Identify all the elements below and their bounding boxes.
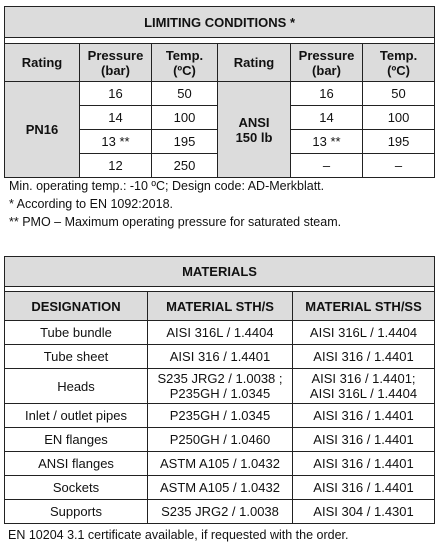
pressure-cell: 12 [80,154,152,178]
ansi-rating-label: ANSI 150 lb [218,82,291,178]
designation-cell: ANSI flanges [5,452,148,476]
table-row [5,321,435,345]
sthss-cell: AISI 316 / 1.4401 [293,452,435,476]
sthss-cell: AISI 316 / 1.4401 [293,404,435,428]
table-row [5,476,435,500]
materials-title: MATERIALS [5,257,435,287]
sths-cell: S235 JRG2 / 1.0038 [148,500,293,524]
table-row [5,500,435,524]
sths-cell: AISI 316L / 1.4404 [148,321,293,345]
pressure-cell: 13 ** [80,130,152,154]
pressure-cell: 14 [80,106,152,130]
temp-cell: 100 [363,106,435,130]
temp-cell: – [363,154,435,178]
material-sthss-header: MATERIAL STH/SS [293,292,435,321]
materials-table [4,256,435,524]
table-row [5,82,435,106]
sthss-cell: AISI 304 / 1.4301 [293,500,435,524]
designation-cell: Inlet / outlet pipes [5,404,148,428]
pressure-cell: 13 ** [291,130,363,154]
material-sths-header: MATERIAL STH/S [148,292,293,321]
certificate-footnote: EN 10204 3.1 certificate available, if requested with the order. [8,528,349,542]
table-row [5,404,435,428]
designation-cell: EN flanges [5,428,148,452]
pressure-cell: 16 [80,82,152,106]
temp-cell: 195 [152,130,218,154]
table-row [5,369,435,404]
sthss-cell: AISI 316 / 1.4401 [293,345,435,369]
temp-header: Temp. (ºC) [152,44,218,82]
note-min-temp: Min. operating temp.: -10 ºC; Design code: AD-Merkblatt. [9,179,325,193]
rating-header: Rating [5,44,80,82]
sths-cell: P235GH / 1.0345 [148,404,293,428]
sthss-cell: AISI 316 / 1.4401 [293,476,435,500]
sths-cell: AISI 316 / 1.4401 [148,345,293,369]
sths-cell: S235 JRG2 / 1.0038 ; P235GH / 1.0345 [148,369,293,404]
designation-cell: Tube sheet [5,345,148,369]
pressure-cell: 14 [291,106,363,130]
sths-cell: ASTM A105 / 1.0432 [148,452,293,476]
temp-cell: 195 [363,130,435,154]
table-row [5,428,435,452]
temp-cell: 100 [152,106,218,130]
limiting-conditions-title: LIMITING CONDITIONS * [5,7,435,38]
pn16-rating-label: PN16 [5,82,80,178]
sthss-cell: AISI 316L / 1.4404 [293,321,435,345]
table-row [5,452,435,476]
pressure-cell: 16 [291,82,363,106]
temp-header: Temp. (ºC) [363,44,435,82]
pressure-header: Pressure (bar) [80,44,152,82]
note-en1092: * According to EN 1092:2018. [9,197,174,211]
sths-cell: P250GH / 1.0460 [148,428,293,452]
table-row [5,345,435,369]
designation-header: DESIGNATION [5,292,148,321]
limiting-conditions-table [4,6,435,178]
pressure-header: Pressure (bar) [291,44,363,82]
designation-cell: Sockets [5,476,148,500]
designation-cell: Supports [5,500,148,524]
sthss-cell: AISI 316 / 1.4401 [293,428,435,452]
designation-cell: Tube bundle [5,321,148,345]
sths-cell: ASTM A105 / 1.0432 [148,476,293,500]
temp-cell: 50 [363,82,435,106]
pressure-cell: – [291,154,363,178]
temp-cell: 50 [152,82,218,106]
sthss-cell: AISI 316 / 1.4401; AISI 316L / 1.4404 [293,369,435,404]
rating-header: Rating [218,44,291,82]
note-pmo: ** PMO – Maximum operating pressure for saturated steam. [9,215,342,229]
temp-cell: 250 [152,154,218,178]
designation-cell: Heads [5,369,148,404]
